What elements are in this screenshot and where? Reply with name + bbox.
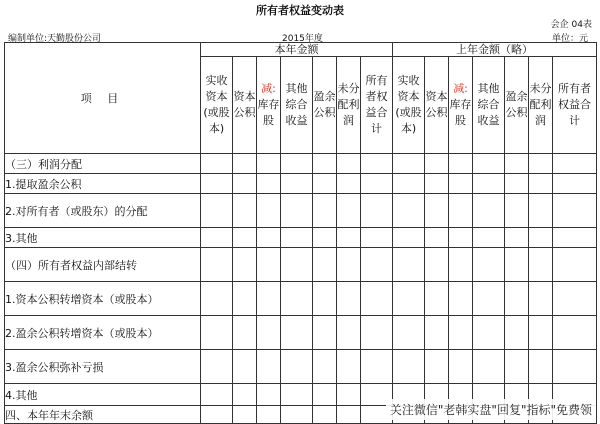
value-cell[interactable] bbox=[425, 228, 449, 248]
value-cell[interactable] bbox=[425, 194, 449, 228]
watermark-text: 关注微信"老韩实盘"回复"指标"免费领 bbox=[386, 399, 596, 420]
value-cell[interactable] bbox=[361, 282, 393, 316]
value-cell[interactable] bbox=[505, 154, 529, 174]
value-cell[interactable] bbox=[529, 174, 553, 194]
item-column-header: 项 目 bbox=[5, 43, 201, 154]
value-cell[interactable] bbox=[425, 282, 449, 316]
value-cell[interactable] bbox=[529, 350, 553, 384]
current-col-header-3 bbox=[281, 57, 313, 154]
value-cell[interactable] bbox=[201, 350, 233, 384]
value-cell[interactable] bbox=[473, 174, 505, 194]
column-label: 实收资本(或股本) bbox=[395, 74, 422, 135]
value-cell[interactable] bbox=[449, 154, 473, 174]
value-cell[interactable] bbox=[233, 194, 257, 228]
row-label: 2.盈余公积转增资本（或股本） bbox=[5, 316, 201, 350]
value-cell[interactable] bbox=[257, 228, 281, 248]
value-cell[interactable] bbox=[233, 316, 257, 350]
value-cell[interactable] bbox=[393, 228, 425, 248]
value-cell[interactable] bbox=[553, 174, 597, 194]
value-cell[interactable] bbox=[529, 228, 553, 248]
value-cell[interactable] bbox=[233, 174, 257, 194]
row-label: （三）利润分配 bbox=[5, 154, 201, 174]
table-row bbox=[5, 174, 597, 194]
value-cell[interactable] bbox=[313, 350, 337, 384]
value-cell[interactable] bbox=[313, 248, 337, 282]
value-cell[interactable] bbox=[337, 350, 361, 384]
value-cell[interactable] bbox=[257, 350, 281, 384]
current-col-header-4 bbox=[313, 57, 337, 154]
current-col-header-6 bbox=[361, 57, 393, 154]
value-cell[interactable] bbox=[337, 282, 361, 316]
prior-year-header: 上年金额（略） bbox=[393, 43, 597, 57]
value-cell[interactable] bbox=[393, 194, 425, 228]
value-cell[interactable] bbox=[449, 194, 473, 228]
value-cell[interactable] bbox=[449, 350, 473, 384]
column-label: 所有者权益合计 bbox=[365, 74, 388, 135]
value-cell[interactable] bbox=[393, 316, 425, 350]
value-cell[interactable] bbox=[529, 282, 553, 316]
value-cell[interactable] bbox=[233, 154, 257, 174]
row-label: 3.盈余公积弥补亏损 bbox=[5, 350, 201, 384]
value-cell[interactable] bbox=[337, 384, 361, 406]
value-cell[interactable] bbox=[361, 316, 393, 350]
value-cell[interactable] bbox=[201, 282, 233, 316]
value-cell[interactable] bbox=[281, 406, 313, 424]
value-cell[interactable] bbox=[201, 384, 233, 406]
value-cell[interactable] bbox=[505, 248, 529, 282]
value-cell[interactable] bbox=[313, 406, 337, 424]
value-cell[interactable] bbox=[393, 174, 425, 194]
column-label: 其他综合收益 bbox=[285, 82, 308, 127]
value-cell[interactable] bbox=[313, 282, 337, 316]
value-cell[interactable] bbox=[337, 248, 361, 282]
value-cell[interactable] bbox=[449, 282, 473, 316]
table-row bbox=[5, 316, 597, 350]
value-cell[interactable] bbox=[425, 248, 449, 282]
value-cell[interactable] bbox=[553, 228, 597, 248]
value-cell[interactable] bbox=[425, 316, 449, 350]
value-cell[interactable] bbox=[505, 194, 529, 228]
prior-col-header-1 bbox=[425, 57, 449, 154]
value-cell[interactable] bbox=[201, 316, 233, 350]
report-year: 2015年度 bbox=[282, 34, 323, 44]
value-cell[interactable] bbox=[529, 248, 553, 282]
value-cell[interactable] bbox=[361, 194, 393, 228]
table-row bbox=[5, 282, 597, 316]
report-title: 所有者权益变动表 bbox=[256, 4, 344, 17]
value-cell[interactable] bbox=[553, 350, 597, 384]
value-cell[interactable] bbox=[425, 154, 449, 174]
value-cell[interactable] bbox=[553, 282, 597, 316]
value-cell[interactable] bbox=[553, 248, 597, 282]
value-cell[interactable] bbox=[473, 248, 505, 282]
prior-col-header-5 bbox=[529, 57, 553, 154]
value-cell[interactable] bbox=[505, 350, 529, 384]
deduction-marker: 减: bbox=[261, 82, 276, 95]
value-cell[interactable] bbox=[257, 384, 281, 406]
value-cell[interactable] bbox=[257, 154, 281, 174]
table-row bbox=[5, 248, 597, 282]
value-cell[interactable] bbox=[201, 248, 233, 282]
value-cell[interactable] bbox=[337, 154, 361, 174]
value-cell[interactable] bbox=[281, 316, 313, 350]
table-row bbox=[5, 228, 597, 248]
value-cell[interactable] bbox=[337, 316, 361, 350]
value-cell[interactable] bbox=[201, 154, 233, 174]
prior-col-header-2 bbox=[449, 57, 473, 154]
row-label: 2.对所有者（或股东）的分配 bbox=[5, 194, 201, 228]
value-cell[interactable] bbox=[473, 350, 505, 384]
value-cell[interactable] bbox=[257, 282, 281, 316]
current-col-header-1 bbox=[233, 57, 257, 154]
value-cell[interactable] bbox=[425, 350, 449, 384]
current-col-header-5 bbox=[337, 57, 361, 154]
value-cell[interactable] bbox=[553, 154, 597, 174]
column-label: 实收资本(或股本) bbox=[203, 74, 230, 135]
row-label: （四）所有者权益内部结转 bbox=[5, 248, 201, 282]
value-cell[interactable] bbox=[233, 228, 257, 248]
value-cell[interactable] bbox=[529, 194, 553, 228]
current-col-header-2 bbox=[257, 57, 281, 154]
value-cell[interactable] bbox=[337, 174, 361, 194]
value-cell[interactable] bbox=[201, 194, 233, 228]
table-row bbox=[5, 154, 597, 174]
column-label: 所有者权益合计 bbox=[558, 82, 592, 127]
value-cell[interactable] bbox=[473, 228, 505, 248]
column-label: 未分配利润 bbox=[337, 82, 360, 127]
value-cell[interactable] bbox=[281, 228, 313, 248]
row-label: 1.提取盈余公积 bbox=[5, 174, 201, 194]
value-cell[interactable] bbox=[201, 228, 233, 248]
value-cell[interactable] bbox=[393, 350, 425, 384]
value-cell[interactable] bbox=[313, 228, 337, 248]
value-cell[interactable] bbox=[473, 316, 505, 350]
value-cell[interactable] bbox=[529, 316, 553, 350]
value-cell[interactable] bbox=[201, 174, 233, 194]
value-cell[interactable] bbox=[233, 406, 257, 424]
value-cell[interactable] bbox=[553, 194, 597, 228]
prior-col-header-3 bbox=[473, 57, 505, 154]
value-cell[interactable] bbox=[337, 406, 361, 424]
value-cell[interactable] bbox=[313, 174, 337, 194]
row-label: 4.其他 bbox=[5, 384, 201, 406]
value-cell[interactable] bbox=[449, 228, 473, 248]
value-cell[interactable] bbox=[361, 350, 393, 384]
value-cell[interactable] bbox=[361, 228, 393, 248]
value-cell[interactable] bbox=[257, 248, 281, 282]
value-cell[interactable] bbox=[313, 194, 337, 228]
value-cell[interactable] bbox=[233, 384, 257, 406]
value-cell[interactable] bbox=[281, 384, 313, 406]
value-cell[interactable] bbox=[337, 194, 361, 228]
deduction-marker: 减: bbox=[453, 82, 468, 95]
value-cell[interactable] bbox=[473, 154, 505, 174]
current-col-header-0 bbox=[201, 57, 233, 154]
value-cell[interactable] bbox=[505, 316, 529, 350]
row-label: 1.资本公积转增资本（或股本） bbox=[5, 282, 201, 316]
value-cell[interactable] bbox=[257, 194, 281, 228]
value-cell[interactable] bbox=[313, 384, 337, 406]
value-cell[interactable] bbox=[505, 282, 529, 316]
value-cell[interactable] bbox=[505, 228, 529, 248]
prior-col-header-4 bbox=[505, 57, 529, 154]
value-cell[interactable] bbox=[361, 248, 393, 282]
column-label: 资本公积 bbox=[425, 90, 448, 119]
value-cell[interactable] bbox=[313, 154, 337, 174]
value-cell[interactable] bbox=[257, 174, 281, 194]
value-cell[interactable] bbox=[393, 282, 425, 316]
prior-col-header-6 bbox=[553, 57, 597, 154]
column-label: 资本公积 bbox=[233, 90, 256, 119]
table-row bbox=[5, 350, 597, 384]
value-cell[interactable] bbox=[505, 174, 529, 194]
currency-unit: 单位：元 bbox=[551, 34, 588, 44]
table-row bbox=[5, 194, 597, 228]
value-cell[interactable] bbox=[201, 406, 233, 424]
form-code: 会企 04表 bbox=[550, 20, 592, 30]
value-cell[interactable] bbox=[257, 406, 281, 424]
value-cell[interactable] bbox=[233, 282, 257, 316]
value-cell[interactable] bbox=[449, 174, 473, 194]
value-cell[interactable] bbox=[281, 154, 313, 174]
prior-col-header-0 bbox=[393, 57, 425, 154]
column-label: 未分配利润 bbox=[529, 82, 552, 127]
current-year-header: 本年金额 bbox=[201, 43, 393, 57]
value-cell[interactable] bbox=[281, 350, 313, 384]
value-cell[interactable] bbox=[361, 174, 393, 194]
value-cell[interactable] bbox=[281, 282, 313, 316]
value-cell[interactable] bbox=[473, 194, 505, 228]
column-label: 盈余公积 bbox=[313, 90, 336, 119]
value-cell[interactable] bbox=[233, 350, 257, 384]
value-cell[interactable] bbox=[281, 174, 313, 194]
value-cell[interactable] bbox=[313, 316, 337, 350]
column-label: 库存股 bbox=[449, 98, 472, 127]
column-label: 库存股 bbox=[257, 98, 280, 127]
value-cell[interactable] bbox=[337, 228, 361, 248]
value-cell[interactable] bbox=[233, 248, 257, 282]
equity-changes-table bbox=[4, 42, 597, 424]
value-cell[interactable] bbox=[473, 282, 505, 316]
value-cell[interactable] bbox=[281, 194, 313, 228]
value-cell[interactable] bbox=[449, 248, 473, 282]
value-cell[interactable] bbox=[281, 248, 313, 282]
column-label: 其他综合收益 bbox=[477, 82, 500, 127]
column-label: 盈余公积 bbox=[505, 90, 528, 119]
reporting-entity: 编制单位:天勤股份公司 bbox=[8, 34, 102, 44]
value-cell[interactable] bbox=[553, 316, 597, 350]
row-label: 四、本年年末余额 bbox=[5, 406, 201, 424]
value-cell[interactable] bbox=[257, 316, 281, 350]
value-cell[interactable] bbox=[361, 154, 393, 174]
row-label: 3.其他 bbox=[5, 228, 201, 248]
value-cell[interactable] bbox=[449, 316, 473, 350]
value-cell[interactable] bbox=[393, 154, 425, 174]
value-cell[interactable] bbox=[393, 248, 425, 282]
value-cell[interactable] bbox=[529, 154, 553, 174]
value-cell[interactable] bbox=[425, 174, 449, 194]
